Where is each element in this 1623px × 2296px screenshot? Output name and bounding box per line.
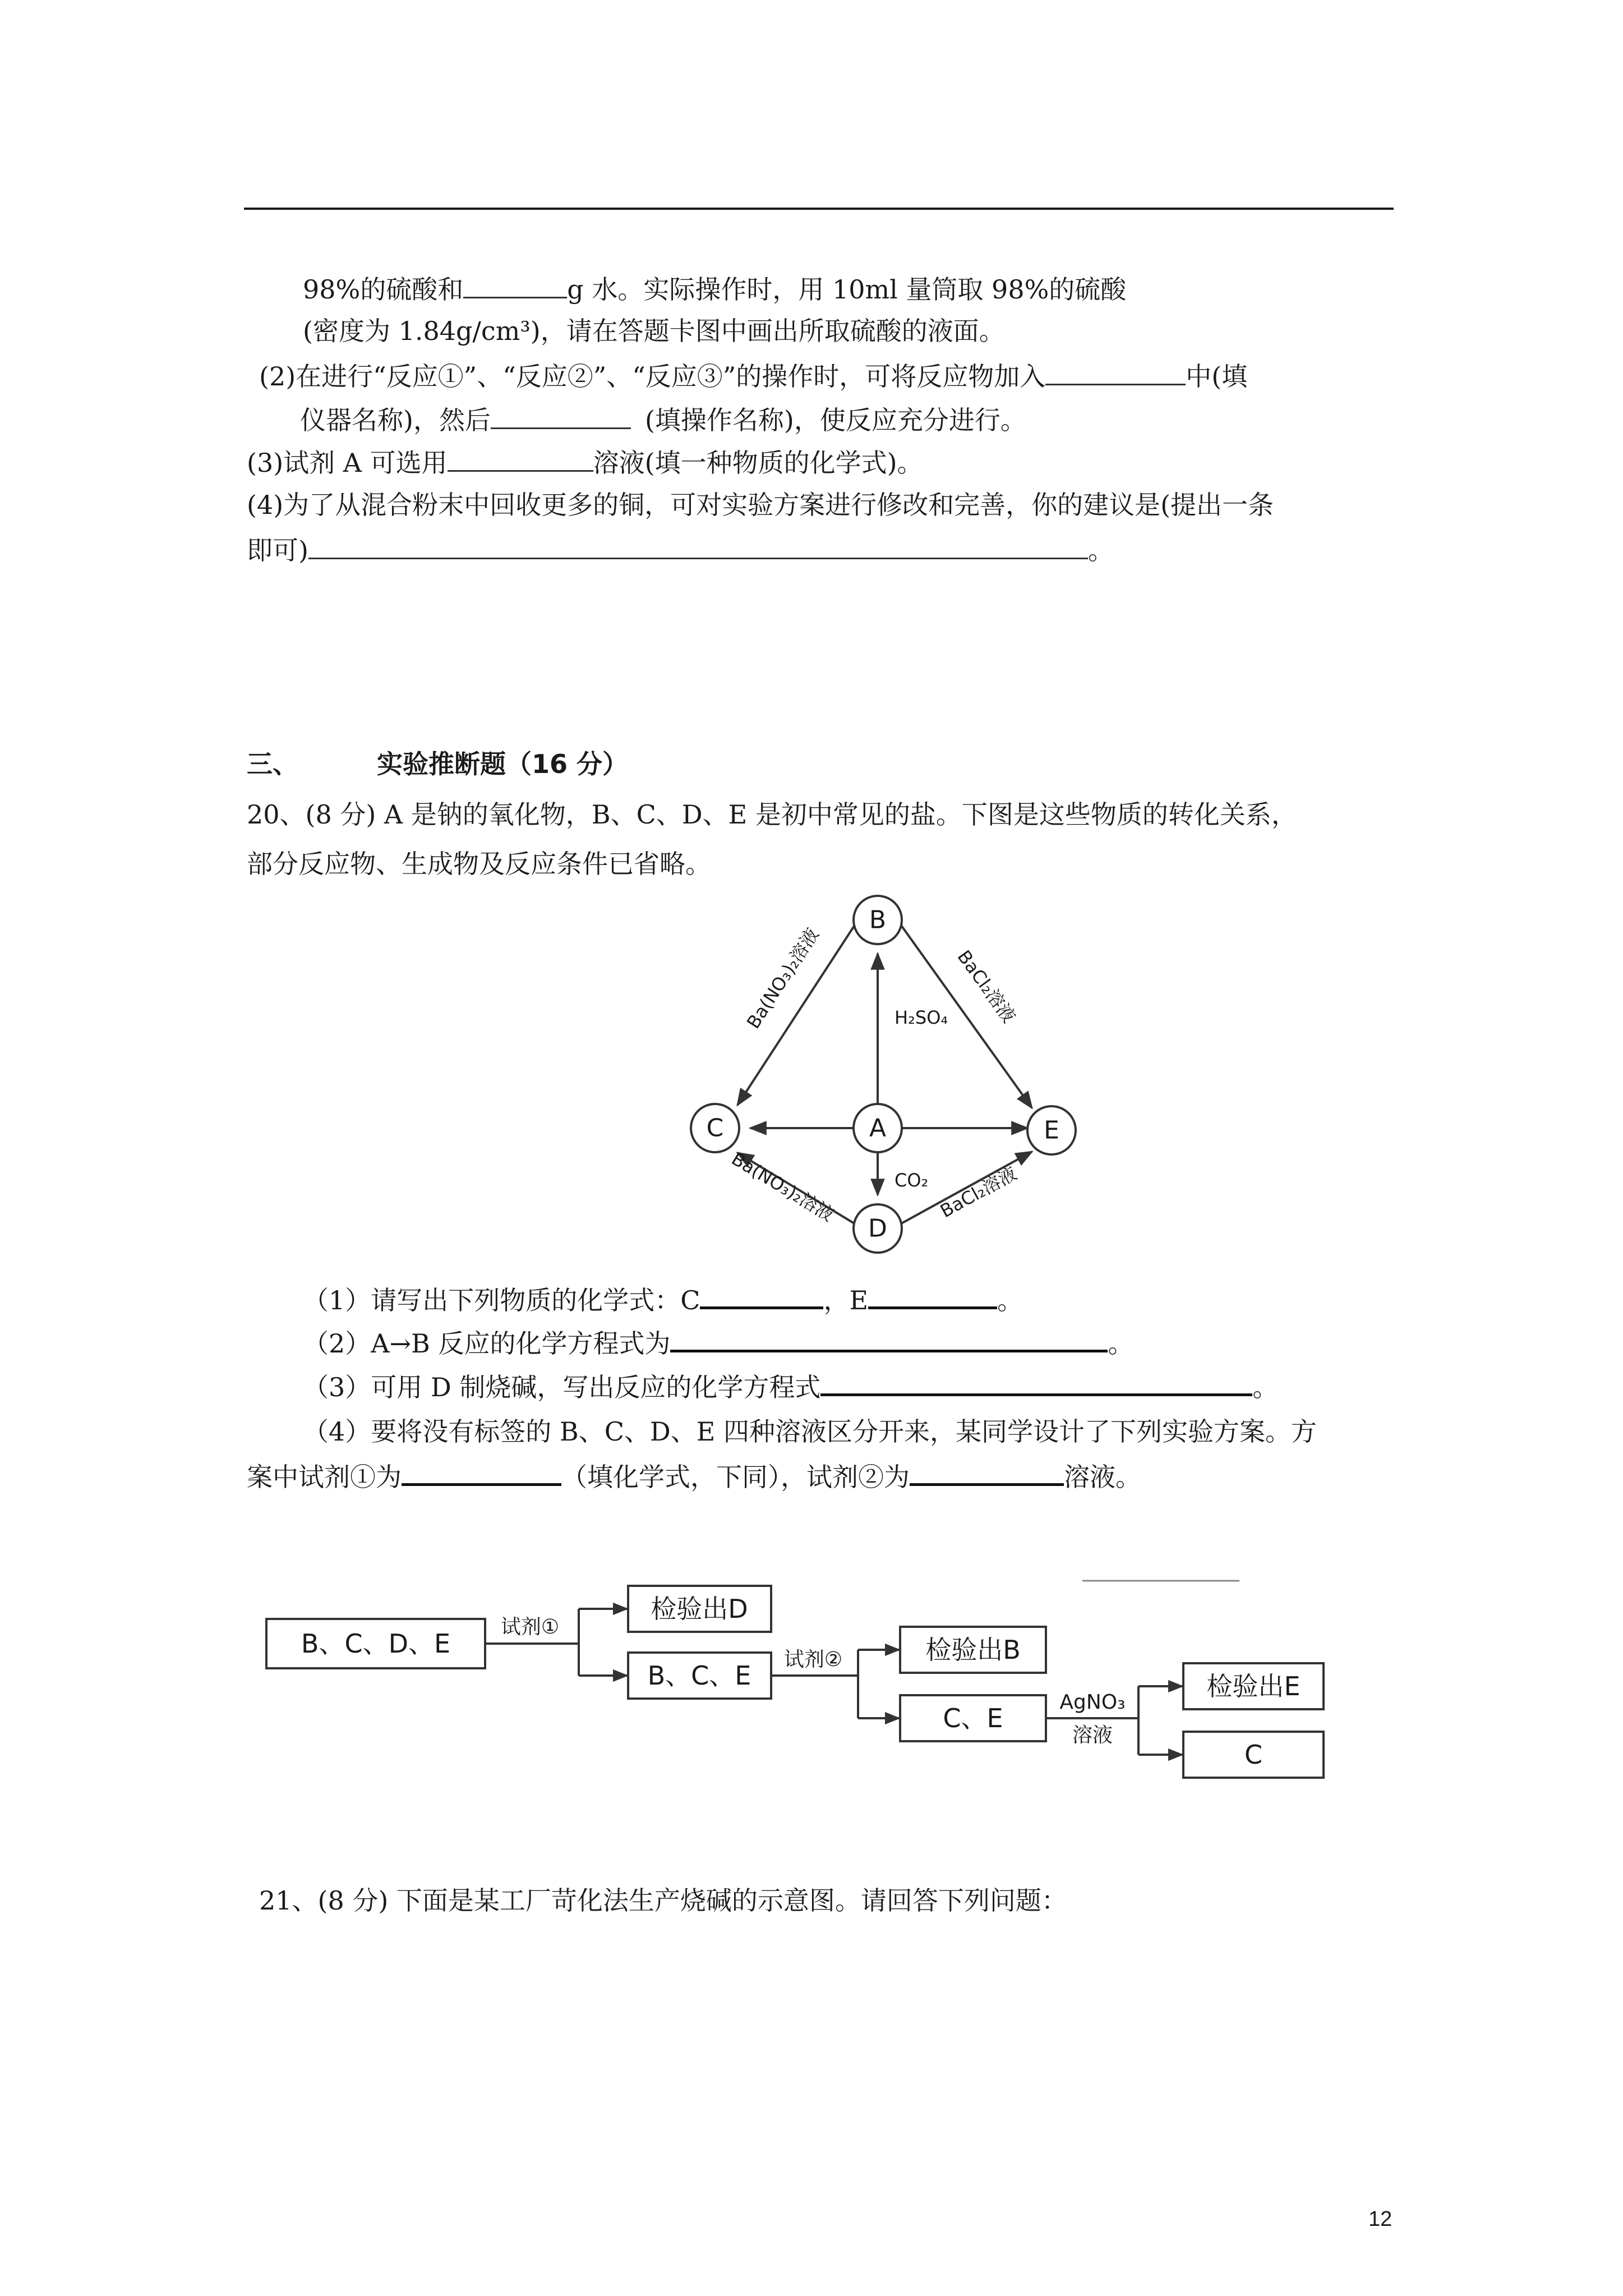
edge-label-co2: CO₂ (895, 1170, 929, 1191)
text: 。 (1108, 1328, 1134, 1359)
node-b-label: B (869, 905, 887, 935)
q20-part-1 (303, 1282, 1023, 1317)
text: 。 (997, 1285, 1023, 1315)
q20-part-3 (303, 1369, 1278, 1404)
text: 溶液。 (1064, 1462, 1141, 1492)
edge-label-b-e: BaCl₂溶液 (953, 946, 1020, 1027)
box-detect-d-label: 检验出D (651, 1594, 748, 1624)
box-c-label: C (1244, 1740, 1263, 1770)
text: 案中试剂①为 (247, 1462, 402, 1492)
header-rule (244, 208, 1394, 210)
box-detect-e-label: 检验出E (1206, 1671, 1301, 1701)
text: (2)在进行“反应①”、“反应②”、“反应③”的操作时，可将反应物加入 (259, 361, 1046, 392)
answer-blank[interactable] (448, 445, 593, 472)
q20-intro-2: 部分反应物、生成物及反应条件已省略。 (247, 849, 711, 879)
answer-blank[interactable] (910, 1458, 1064, 1486)
box-detect-b-label: 检验出B (925, 1635, 1021, 1665)
answer-blank[interactable] (463, 272, 567, 298)
section-title: 实验推断题（16 分） (377, 749, 629, 779)
text: 。 (1087, 535, 1114, 565)
answer-blank[interactable] (402, 1458, 561, 1486)
section-number: 三、 (247, 749, 298, 779)
text: g 水。实际操作时，用 10ml 量筒取 98%的硫酸 (567, 274, 1127, 305)
text: (填操作名称)，使反应充分进行。 (644, 405, 1026, 435)
text: 。 (1252, 1372, 1279, 1402)
answer-blank[interactable] (868, 1282, 997, 1309)
node-c-label: C (706, 1114, 724, 1143)
relation-diagram (667, 889, 1105, 1259)
q19-line-4 (300, 403, 1026, 437)
answer-blank[interactable] (491, 403, 631, 429)
q20-part-2 (303, 1325, 1133, 1360)
q19-line-1 (303, 272, 1126, 306)
q19-line-7 (247, 533, 1114, 567)
answer-blank[interactable] (820, 1369, 1252, 1396)
edge-label-b-c: Ba(NO₃)₂溶液 (742, 924, 823, 1033)
text: （3）可用 D 制烧碱，写出反应的化学方程式 (303, 1372, 821, 1402)
page-number: 12 (1368, 2207, 1393, 2231)
reagent-1-label: 试剂① (500, 1616, 560, 1639)
reagent-2-label: 试剂② (783, 1648, 843, 1671)
answer-blank[interactable] (1045, 359, 1186, 385)
q19-line-6: (4)为了从混合粉末中回收更多的铜，可对实验方案进行修改和完善，你的建议是(提出一条 (247, 490, 1274, 520)
node-e-label: E (1044, 1116, 1059, 1145)
section-heading (247, 747, 628, 781)
q19-line-3 (259, 359, 1247, 393)
answer-blank[interactable] (308, 533, 1088, 559)
text: 溶液(填一种物质的化学式)。 (593, 448, 923, 478)
node-a-label: A (869, 1114, 887, 1143)
q19-line-2: (密度为 1.84g/cm³)，请在答题卡图中画出所取硫酸的液面。 (303, 316, 1005, 346)
q20-part-4: （4）要将没有标签的 B、C、D、E 四种溶液区分开来，某同学设计了下列实验方案。方 (303, 1416, 1317, 1447)
solution-label: 溶液 (1072, 1724, 1113, 1747)
box-bce-label: B、C、E (647, 1660, 751, 1691)
box-ce-label: C、E (943, 1703, 1003, 1733)
edge-label-d-e: BaCl₂溶液 (937, 1162, 1021, 1222)
q20-part-4b (247, 1458, 1141, 1494)
q21-text: 21、(8 分) 下面是某工厂苛化法生产烧碱的示意图。请回答下列问题： (259, 1885, 1067, 1916)
text: 98%的硫酸和 (303, 274, 464, 305)
edge-label-d-c: Ba(NO₃)₂溶液 (727, 1148, 838, 1226)
text: （2）A→B 反应的化学方程式为 (303, 1328, 671, 1359)
text: （填化学式，下同），试剂②为 (561, 1462, 910, 1492)
box-start-label: B、C、D、E (301, 1628, 451, 1659)
text: ，E (823, 1285, 869, 1315)
text: 中(填 (1186, 361, 1248, 392)
text: (3)试剂 A 可选用 (247, 448, 448, 478)
agno3-label: AgNO₃ (1059, 1691, 1126, 1714)
edge-label-h2so4: H₂SO₄ (895, 1007, 948, 1028)
q20-intro-1: 20、(8 分) A 是钠的氧化物，B、C、D、E 是初中常见的盐。下图是这些物质的转化关系， (247, 799, 1297, 830)
text: 仪器名称)，然后 (300, 405, 491, 435)
text: 即可) (247, 535, 308, 565)
answer-blank[interactable] (670, 1325, 1108, 1352)
scheme-diagram (252, 1571, 1352, 1795)
text: （1）请写出下列物质的化学式：C (303, 1285, 700, 1315)
answer-blank[interactable] (700, 1282, 823, 1309)
q19-line-5 (247, 445, 923, 480)
node-d-label: D (868, 1214, 887, 1243)
